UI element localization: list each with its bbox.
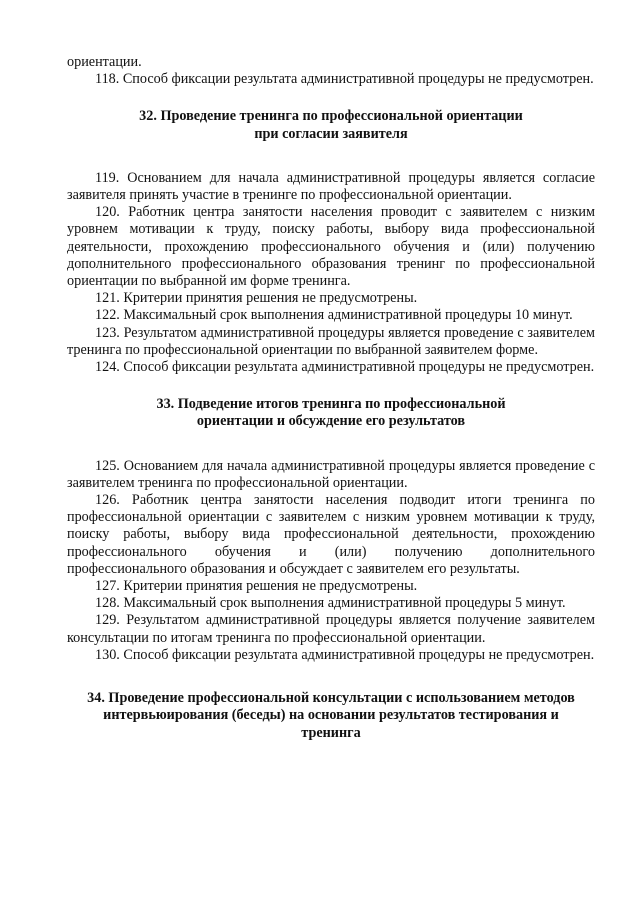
paragraph-120: 120. Работник центра занятости населения проводит с заявителем с низким уровнем мотивации к труду, поиску работы, выбору вида профессиональной деятельности, прохождению профессионального обучения и (или) получению дополнительного профессионального образования тренинг по профессиональной ориентации по выбранной им форме тренинга. (67, 204, 595, 290)
paragraph-121: 121. Критерии принятия решения не предусмотрены. (95, 290, 418, 307)
section-34-title-line3: тренинга (301, 724, 361, 741)
section-34-title-line1: 34. Проведение профессиональной консультации с использованием методов (87, 690, 575, 707)
paragraph-126: 126. Работник центра занятости населения подводит итоги тренинга по профессиональной ориентации с заявителем с низким уровнем мотивации к труду, поиску работы, выбору вида профессиональной деятельности, прохождению профессионального обучения и (или) получению дополнительного профессионального образования и обсуждает с заявителем его результаты. (67, 492, 595, 577)
section-33-heading (67, 396, 595, 430)
paragraph-127: 127. Критерии принятия решения не предусмотрены. (95, 578, 418, 595)
paragraph-128: 128. Максимальный срок выполнения административной процедуры 5 минут. (95, 595, 566, 612)
section-34-heading (51, 690, 611, 742)
paragraph-122: 122. Максимальный срок выполнения административной процедуры 10 минут. (95, 307, 573, 324)
section-34-title-line2: интервьюирования (беседы) на основании результатов тестирования и (103, 707, 559, 724)
paragraph-124: 124. Способ фиксации результата административной процедуры не предусмотрен. (95, 359, 595, 376)
section-32-heading (67, 108, 595, 142)
document-body (67, 54, 595, 742)
paragraph-119: 119. Основанием для начала административной процедуры является согласие заявителя принять участие в тренинге по профессиональной ориентации. (67, 169, 595, 204)
section-33-title-line2: ориентации и обсуждение его результатов (196, 413, 466, 430)
section-32-title-line1: 32. Проведение тренинга по профессиональной ориентации (139, 108, 523, 125)
lead-fragment: ориентации. (67, 54, 142, 70)
section-33-title-line1: 33. Подведение итогов тренинга по профессиональной (156, 396, 506, 413)
paragraph-130: 130. Способ фиксации результата административной процедуры не предусмотрен. (95, 646, 595, 663)
paragraph-125: 125. Основанием для начала административной процедуры является проведение с заявителем тренинга по профессиональной ориентации. (67, 457, 595, 491)
section-32-title-line2: при согласии заявителя (254, 125, 408, 142)
paragraph-118: 118. Способ фиксации результата административной процедуры не предусмотрен. (95, 71, 594, 88)
paragraph-129: 129. Результатом административной процедуры является получение заявителем консультации по итогам тренинга по профессиональной ориентации. (67, 612, 595, 646)
paragraph-123: 123. Результатом административной процедуры является проведение с заявителем тренинга по профессиональной ориентации по выбранной заявителем форме. (67, 324, 595, 358)
